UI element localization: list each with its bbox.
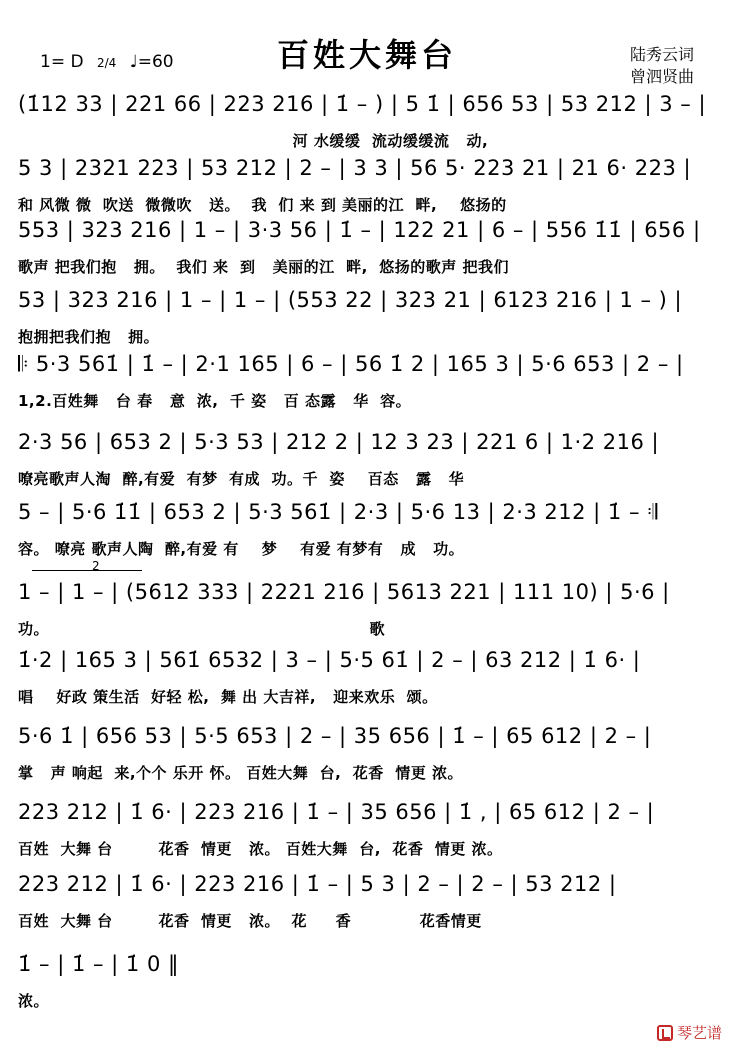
jianpu-notes: 5·6 1̇ | 656 53 | 5·5 653 | 2 – | 35 656 | 1̇ – | 65 612 | 2 – | — [18, 724, 652, 748]
lyrics-line: 河 水缓缓 流动缓缓流 动, — [18, 132, 489, 150]
jianpu-notes: (1̇12 33 | 221 66 | 223 216 | 1̇ – ) | 5 1̇ | 656 53 | 53 212 | 3 – | — [18, 92, 707, 116]
key-signature: 1= D — [40, 52, 84, 72]
lyrics-line: 百姓 大舞 台 花香 情更 浓。 花 香 花香情更 — [18, 912, 482, 930]
lyrics-line: 容。 嘹亮 歌声人陶 醉,有爱 有 梦 有爱 有梦有 成 功。 — [18, 540, 465, 558]
jianpu-notes: 1̇·2 | 165 3 | 561̇ 6532 | 3 – | 5·5 61̇ | 2 – | 63 212 | 1̇ 6· | — [18, 648, 641, 672]
lyrics-line: 嘹亮歌声人淘 醉,有爱 有梦 有成 功。千 姿 百态 露 华 — [18, 470, 465, 488]
jianpu-notes: 2·3 56 | 653 2 | 5·3 53 | 212 2 | 12 3 23 | 221 6 | 1·2 216 | — [18, 430, 660, 454]
lyrics-line: 百姓 大舞 台 花香 情更 浓。 百姓大舞 台, 花香 情更 浓。 — [18, 840, 503, 858]
qinyipu-logo-icon — [657, 1025, 673, 1041]
volta-label: 2 — [92, 559, 100, 573]
jianpu-notes: 223 212 | 1̇ 6· | 223 216 | 1̇ – | 35 656 | 1̇ , | 65 612 | 2 – | — [18, 800, 655, 824]
lyrics-line: 唱 好政 策生活 好轻 松, 舞 出 大吉祥, 迎来欢乐 颂。 — [18, 688, 438, 706]
lyrics-line: 功。 歌 — [18, 620, 385, 638]
lyrics-line: 浓。 — [18, 992, 50, 1010]
jianpu-notes: 𝄆 5·3 561̇ | 1̇ – | 2·1 165 | 6 – | 56 1̇ 2 | 165 3 | 5·6 653 | 2 – | — [18, 352, 684, 376]
jianpu-notes: 5 – | 5·6 1̇1̇ | 653 2 | 5·3 561̇ | 2·3 | 5·6 13 | 2·3 212 | 1̇ – 𝄇 — [18, 500, 658, 524]
lyrics-line: 抱拥把我们抱 拥。 — [18, 328, 160, 346]
jianpu-notes: 1̇ – | 1̇ – | 1̇ 0 ‖ — [18, 952, 179, 976]
jianpu-notes: 53 | 323 216 | 1 – | 1 – | (553 22 | 323 21 | 6123 216 | 1 – ) | — [18, 288, 683, 312]
watermark-text: 琴艺谱 — [676, 1024, 722, 1042]
lyrics-line: 和 风微 微 吹送 微微吹 送。 我 们 来 到 美丽的江 畔, 悠扬的 — [18, 196, 507, 214]
watermark-logo — [657, 1022, 722, 1043]
tempo-mark: ♩=60 — [129, 52, 174, 72]
page-title: 百姓大舞台 — [276, 36, 457, 74]
lyrics-line: 掌 声 响起 来,个个 乐开 怀。 百姓大舞 台, 花香 情更 浓。 — [18, 764, 463, 782]
key-tempo-line — [40, 52, 174, 72]
lyrics-line: 1,2.百姓舞 台 春 意 浓, 千 姿 百 态露 华 容。 — [18, 392, 412, 410]
lyricist-credit: 陆秀云词 — [629, 45, 694, 64]
time-signature: 2/4 — [96, 56, 117, 70]
lyrics-line: 歌声 把我们抱 拥。 我们 来 到 美丽的江 畔, 悠扬的歌声 把我们 — [18, 258, 509, 276]
volta-bracket — [32, 559, 142, 579]
composer-credit: 曾泗贤曲 — [629, 67, 694, 86]
credits — [630, 44, 694, 88]
jianpu-notes: 553 | 323 216 | 1 – | 3·3 56 | 1̇ – | 122 21 | 6 – | 556 1̇1̇ | 656 | — [18, 218, 701, 242]
jianpu-notes: 1 – | 1 – | (5612 333 | 2221 216 | 5613 221 | 111 10) | 5·6 | — [18, 580, 670, 604]
jianpu-notes: 223 212 | 1̇ 6· | 223 216 | 1̇ – | 5 3 | 2 – | 2 – | 53 212 | — [18, 872, 617, 896]
jianpu-notes: 5 3 | 2321 223 | 53 212 | 2 – | 3 3 | 56 5· 223 21 | 21 6· 223 | — [18, 156, 692, 180]
